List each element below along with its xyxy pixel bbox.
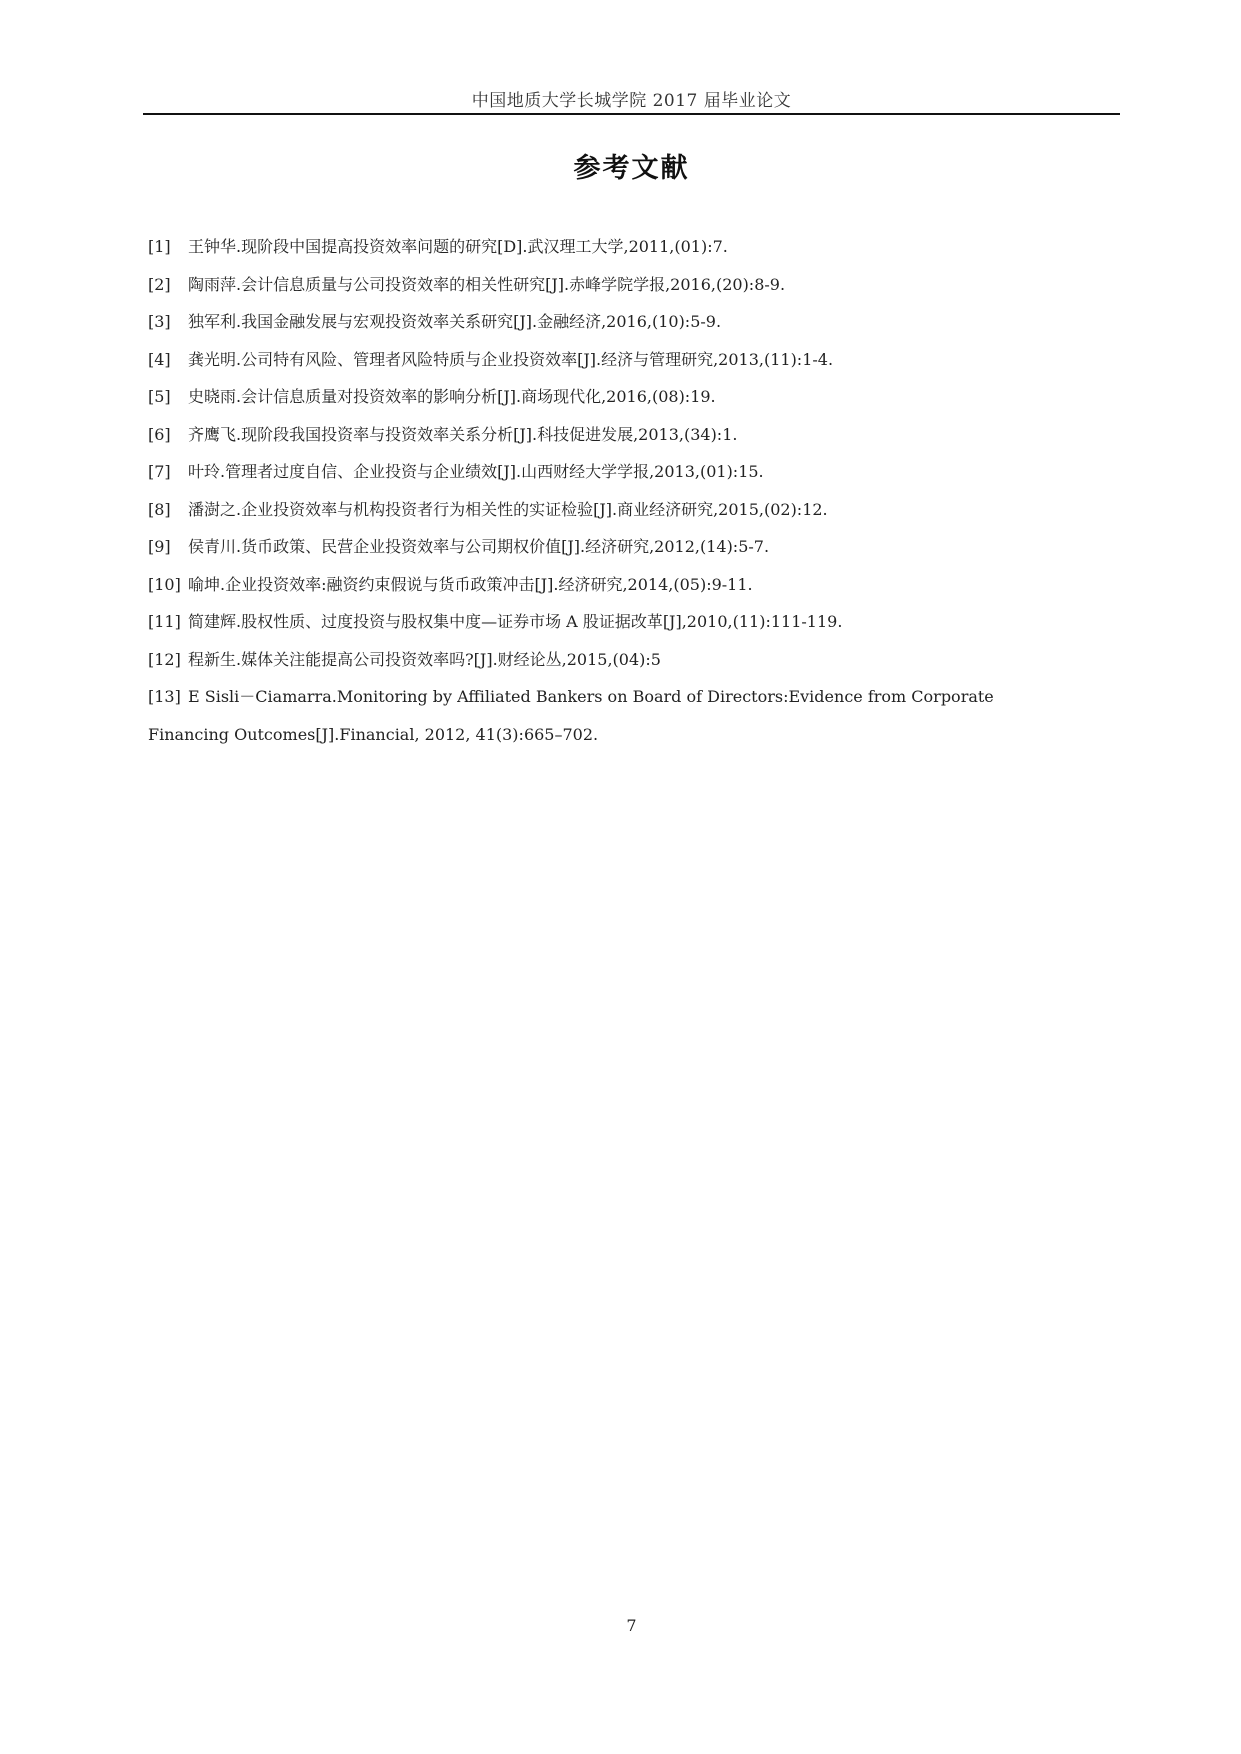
- reference-item: [148, 453, 1048, 491]
- reference-number: [12]: [148, 649, 181, 669]
- reference-number: [11]: [148, 612, 181, 631]
- reference-list: [148, 228, 1048, 753]
- reference-text: E Sisli－Ciamarra.Monitoring by Affiliated Bankers on Board of Directors:Evidence from Corporate Financing Outcomes[J].Financial, 2012, 41(3):665–702.: [148, 687, 994, 744]
- reference-text: 叶玲.管理者过度自信、企业投资与企业绩效[J].山西财经大学学报,2013,(01):15.: [188, 462, 764, 481]
- reference-item: [148, 228, 1048, 266]
- header-rule: [143, 113, 1120, 115]
- reference-text: 独军利.我国金融发展与宏观投资效率关系研究[J].金融经济,2016,(10):5-9.: [188, 312, 722, 331]
- reference-text: 史晓雨.会计信息质量对投资效率的影响分析[J].商场现代化,2016,(08):19.: [188, 387, 716, 406]
- reference-number: [7]: [148, 462, 171, 481]
- reference-text: 喻坤.企业投资效率:融资约束假说与货币政策冲击[J].经济研究,2014,(05):9-11.: [188, 574, 753, 594]
- page-title: 参考文献: [573, 153, 690, 184]
- reference-number: [5]: [148, 387, 171, 406]
- reference-item: [148, 528, 1048, 566]
- reference-text: 齐鹰飞.现阶段我国投资率与投资效率关系分析[J].科技促进发展,2013,(34):1.: [188, 424, 738, 444]
- reference-item: [148, 303, 1048, 341]
- reference-item: [148, 266, 1048, 304]
- reference-number: [1]: [148, 237, 171, 256]
- reference-text: 龚光明.公司特有风险、管理者风险特质与企业投资效率[J].经济与管理研究,2013,(11):1-4.: [188, 349, 834, 369]
- reference-item: [148, 641, 1048, 679]
- reference-number: [13]: [148, 687, 181, 706]
- reference-text: 侯青川.货币政策、民营企业投资效率与公司期权价值[J].经济研究,2012,(14):5-7.: [188, 537, 770, 556]
- reference-item: [148, 603, 1048, 641]
- reference-number: [3]: [148, 312, 171, 331]
- reference-number: [10]: [148, 574, 181, 594]
- reference-text: 程新生.媒体关注能提高公司投资效率吗?[J].财经论丛,2015,(04):5: [188, 649, 661, 669]
- reference-item: [148, 416, 1048, 454]
- reference-number: [8]: [148, 499, 171, 519]
- running-header: 中国地质大学长城学院 2017 届毕业论文: [471, 91, 792, 111]
- reference-number: [9]: [148, 537, 171, 556]
- reference-item: [148, 491, 1048, 529]
- reference-item: [148, 566, 1048, 604]
- reference-text: 陶雨萍.会计信息质量与公司投资效率的相关性研究[J].赤峰学院学报,2016,(20):8-9.: [188, 274, 786, 294]
- page-number: 7: [626, 1616, 637, 1635]
- reference-text: 潘澍之.企业投资效率与机构投资者行为相关性的实证检验[J].商业经济研究,2015,(02):12.: [188, 499, 828, 519]
- reference-text: 简建辉.股权性质、过度投资与股权集中度—证券市场 A 股证据改革[J],2010,(11):111-119.: [188, 612, 843, 631]
- reference-number: [2]: [148, 274, 171, 294]
- reference-item: [148, 378, 1048, 416]
- reference-number: [4]: [148, 349, 171, 369]
- reference-item: [148, 341, 1048, 379]
- reference-item: [148, 678, 1048, 753]
- reference-text: 王钟华.现阶段中国提高投资效率问题的研究[D].武汉理工大学,2011,(01):7.: [188, 237, 728, 256]
- reference-number: [6]: [148, 424, 171, 444]
